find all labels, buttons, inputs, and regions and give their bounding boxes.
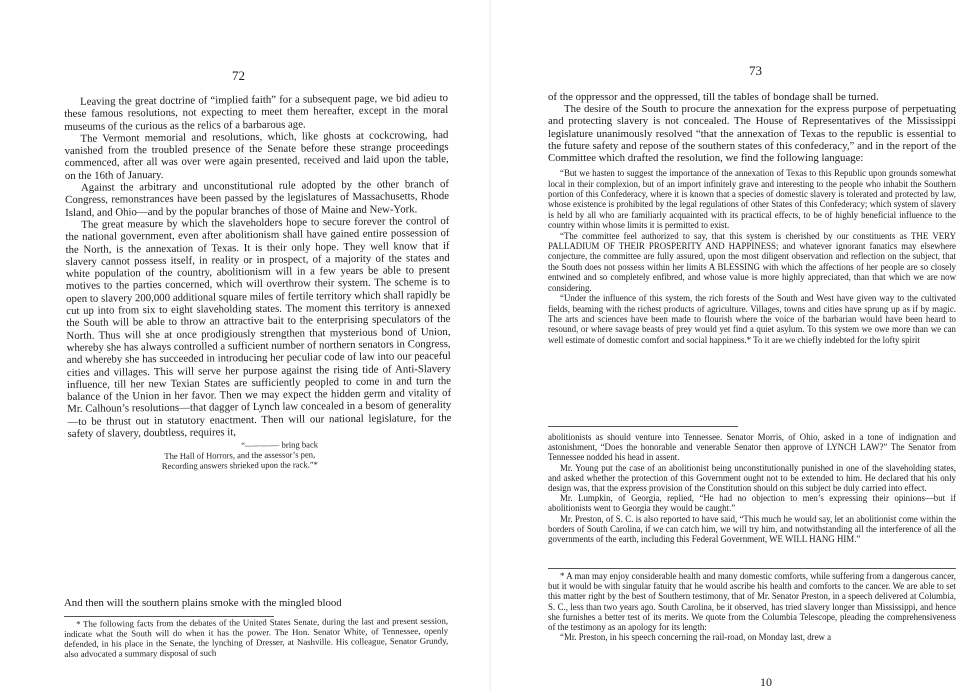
page-number: 72 bbox=[232, 68, 245, 83]
note-paragraph: Mr. Preston, of S. C. is also reported to have said, “This much he would say, let an abolitionist come within the borders of South Carolina, if we can catch him, we will try him, and notwithstanding all the interference of all the governments of the earth, including this Federal Government, WE WILL HANG HIM.” bbox=[548, 513, 956, 545]
paragraph: of the oppressor and the oppressed, till the tables of bondage shall be turned. bbox=[548, 91, 879, 103]
paragraph: The great measure by which the slaveholders hope to secure forever the control of the national government, even after abolitionism shall have gained entire possession of the North, is the annexation of Texas. It is their only hope. They well know that if slavery cannot possess itself, in reality or in prospect, of a majority of the states and white population of the country, abolitionism will in a few years be able to present motives to the parties concerned, which will overthrow their system. The scheme is to open to slavery 200,000 additional square miles of fertile territory which shall rapidly be cut up into from six to eight slaveholding states. The moment this territory is annexed the South will be able to throw an attractive bait to the enterprising speculators of the North. Thus will she at once prodigiously strengthen that mysterious bond of Union, whereby she has always controlled a sufficient number of northern senators in Congress, and whereby she has succeeded in introducing her peculiar code of law into our peaceful cities and villages. This will serve her purpose against the rising tide of Anti-Slavery influence, till her new Texian States are sufficiently peopled to come in and turn the balance of the Union in her favor. Then we may expect the hidden germ and vitality of Mr. Calhoun’s resolutions—that dagger of Lynch law concealed in a besom of generality—to be thrust out in statutory enactment. Then will our national legislature, for the safety of slavery, doubtless, requires it, bbox=[65, 214, 452, 440]
signature-mark: 10 bbox=[760, 675, 772, 689]
verse-line: The Hall of Horrors, and the assessor’s pen, bbox=[164, 449, 316, 462]
footnote-paragraph: * A man may enjoy considerable health and many domestic comforts, while suffering from a dangerous cancer, but it would be with singular fatuity that he would ascribe his health and comforts to the cancer. We are able to set this matter right by the best of Southern testimony, that of Mr. Senator Preston, in a speech delivered at Columbia, S. C., less than two years ago. South Carolina, be it observed, has tried slavery longer than Mississippi, and hence she furnishes a better test of its merits. We quote from the Columbia Telescope, pleading the comprehensiveness of the testimony as an apology for its length: bbox=[548, 571, 956, 633]
closing-line: And then will the southern plains smoke with the mingled blood bbox=[64, 597, 342, 609]
footnote bbox=[64, 616, 448, 659]
note-paragraph: Mr. Young put the case of an abolitionist being unconstitutionally punished in one of the slaveholding states, and asked whether the protection of this Government ought not to be extended to him. He declared that his only design was, that the express provision of the Constitution should on this subject be duly carried into effect. bbox=[548, 462, 956, 494]
paragraph: The Vermont memorial and resolutions, which, like ghosts at cockcrowing, had vanished from the troubled presence of the Senate before these strange proceedings commenced, after all was over were again presented, received and laid upon the table, on the 16th of January. bbox=[64, 128, 449, 182]
note-paragraph: abolitionists as should venture into Tennessee. Senator Morris, of Ohio, asked in a tone of indignation and astonishment, “Does the honorable and venerable Senator then approve of LYNCH LAW?” The Senator from Tennessee nodded his head in assent. bbox=[548, 432, 956, 463]
note-paragraph: Mr. Lumpkin, of Georgia, replied, “He had no objection to men’s expressing their opinions—but if abolitionists went to Georgia they would be caught.” bbox=[548, 493, 956, 514]
verse-line: “———— bring back bbox=[241, 439, 319, 451]
verse-line: Recording answers shrieked upon the rack.”* bbox=[161, 459, 318, 471]
footnote-divider bbox=[548, 568, 956, 569]
quote-paragraph: “The committee feel authorized to say, that this system is cherished by our constituents as THE VERY PALLADIUM OF THEIR PROSPERITY AND HAPPINESS; and whatever ignorant fanatics may elsewhere conjecture, the committee are fully assured, upon the most diligent observation and reflection on the subject, that the South does not possess within her limits A BLESSING with which the affections of her people are so closely entwined and so completely enfibred, and whose value is more highly appreciated, than that which we are now considering. bbox=[548, 230, 956, 293]
footnote-divider bbox=[548, 426, 738, 427]
verse-quotation bbox=[68, 439, 452, 472]
right-body-text bbox=[548, 91, 956, 345]
left-body-text bbox=[64, 92, 452, 475]
paragraph: Leaving the great doctrine of “implied faith” for a subsequent page, we bid adieu to these famous resolutions, not expecting to meet them hereafter, except in the moral museums of the curious as the relics of a barbarous age. bbox=[64, 91, 449, 133]
footnote bbox=[548, 571, 956, 642]
footnote-text: * The following facts from the debates of the United States Senate, during the last and present session, indicate what the South will do when it has the power. The Hon. Senator White, of Tennessee, openly defended, in his place in the Senate, the lynching of Dresser, at Nashville. His colleague, Senator Grundy, also advocated a summary disposal of such bbox=[64, 615, 449, 659]
paragraph: The desire of the South to procure the annexation for the express purpose of perpetuating and protecting slavery is not concealed. The House of Representatives of the Mississippi legislature unanimously resolved “that the annexation of Texas to the republic is essential to the future safety and repose of the southern states of this confederacy,” and in the report of the Committee which drafted the resolution, we find the following language: bbox=[548, 103, 956, 165]
committee-report-quotation bbox=[548, 168, 956, 345]
footnote-paragraph: “Mr. Preston, in his speech concerning the rail-road, on Monday last, drew a bbox=[560, 632, 832, 643]
quote-paragraph: “But we hasten to suggest the importance of the annexation of Texas to this Republic upon grounds somewhat local in their complexion, but of an import infinitely grave and interesting to the people who inhabit the Southern portion of this Confederacy, where it is known that a species of domestic slavery is tolerated and protected by law, whose existence is prohibited by the legal regulations of other States of this Confederacy; which system of slavery is held by all who are familiarly acquainted with its practical effects, to be of highly beneficial influence to the country within whose limits it is permitted to exist. bbox=[548, 168, 956, 231]
paragraph: Against the arbitrary and unconstitutional rule adopted by the other branch of Congress, remonstrances have been passed by the legislatures of Massachusetts, Rhode Island, and Ohio—and by the popular branches of those of Maine and New-York. bbox=[65, 178, 450, 219]
quote-paragraph: “Under the influence of this system, the rich forests of the South and West have given way to the cultivated fields, beaming with the richest products of agriculture. Villages, towns and cities have sprung up as if by magic. The arts and sciences have been made to flourish where the voice of the barbarian would have been heard to resound, or where savage beasts of prey would yet find a quiet asylum. To this system we owe more than we can well estimate of domestic comfort and social happiness.* To it are we chiefly indebted for the lofty spirit bbox=[548, 293, 956, 345]
page-number: 73 bbox=[749, 63, 762, 78]
continued-footnote bbox=[548, 432, 956, 544]
